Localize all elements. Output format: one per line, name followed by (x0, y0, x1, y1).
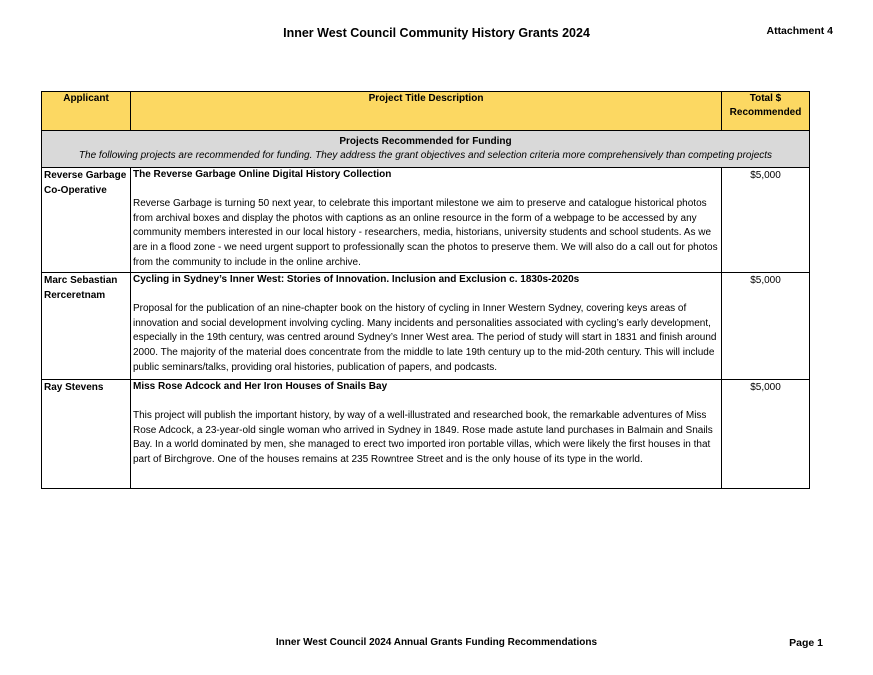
table-row (42, 380, 810, 489)
column-header-total-line1: Total $ (749, 93, 782, 104)
table-row (42, 168, 810, 273)
footer-text: Inner West Council 2024 Annual Grants Funding Recommendations (275, 637, 598, 648)
column-header-total-line2: Recommended (729, 107, 802, 118)
grants-table (41, 91, 810, 489)
amount-cell: $5,000 (722, 273, 810, 380)
column-header-project: Project Title Description (131, 92, 722, 131)
column-header-total (722, 92, 810, 131)
project-cell (131, 168, 722, 273)
project-title: The Reverse Garbage Online Digital History Collection (133, 169, 392, 180)
page-title: Inner West Council Community History Grants 2024 (283, 26, 590, 40)
page-number: Page 1 (789, 637, 823, 649)
project-description: Reverse Garbage is turning 50 next year, to celebrate this important milestone we aim to preserve and catalogue historical photos from archival boxes and display the photos with captions as an online resource in the form of a webpage to be accessed by any community members interested in our local history - researchers, media, historians, university students and school students. As we are in a flood zone - we need urgent support to professionally scan the photos to preserve them. We will also do a call out for photos from the community to include in the online archive. (133, 198, 718, 268)
applicant-cell: Reverse Garbage Co-Operative (42, 168, 131, 273)
section-cell (42, 131, 810, 168)
section-row (42, 131, 810, 168)
table-header-row (42, 92, 810, 131)
section-description: The following projects are recommended for funding. They address the grant objectives and selection criteria more comprehensively than competing projects (78, 150, 773, 161)
project-description: This project will publish the important history, by way of a well-illustrated and researched book, the remarkable adventures of Miss Rose Adcock, a 23-year-old single woman who arrived in Sydney in 1849. Rose made astute land purchases in Balmain and Snails Bay. In a world dominated by men, she managed to erect two imported iron portable villas, which were likely the first houses in that part of Birchgrove. One of the houses remains at 235 Rowntree Street and is the only house of its type in the world. (133, 410, 713, 465)
table-row (42, 273, 810, 380)
project-cell (131, 273, 722, 380)
amount-cell: $5,000 (722, 168, 810, 273)
applicant-cell: Marc Sebastian Rerceretnam (42, 273, 131, 380)
section-title: Projects Recommended for Funding (339, 135, 512, 147)
project-cell (131, 380, 722, 489)
applicant-cell: Ray Stevens (42, 380, 131, 489)
column-header-applicant: Applicant (42, 92, 131, 131)
project-title: Miss Rose Adcock and Her Iron Houses of Snails Bay (133, 381, 388, 392)
attachment-label: Attachment 4 (766, 25, 833, 37)
amount-cell: $5,000 (722, 380, 810, 489)
project-description: Proposal for the publication of an nine-chapter book on the history of cycling in Inner Western Sydney, covering keys areas of innovation and social development involving cycling. Many incidents and personalities associated with cycling’s early development, especially in the 19th century, was centred around Sydney’s Inner West area. The period of study will start in 1831 and finish around 2000. The majority of the material does concentrate from the middle to late 19th century up to the mid-20th century. This will include public seminars/talks, providing oral histories, publication of papers, and podcasts. (133, 303, 717, 373)
project-title: Cycling in Sydney’s Inner West: Stories of Innovation. Inclusion and Exclusion c. 1830s-2020s (133, 274, 580, 285)
